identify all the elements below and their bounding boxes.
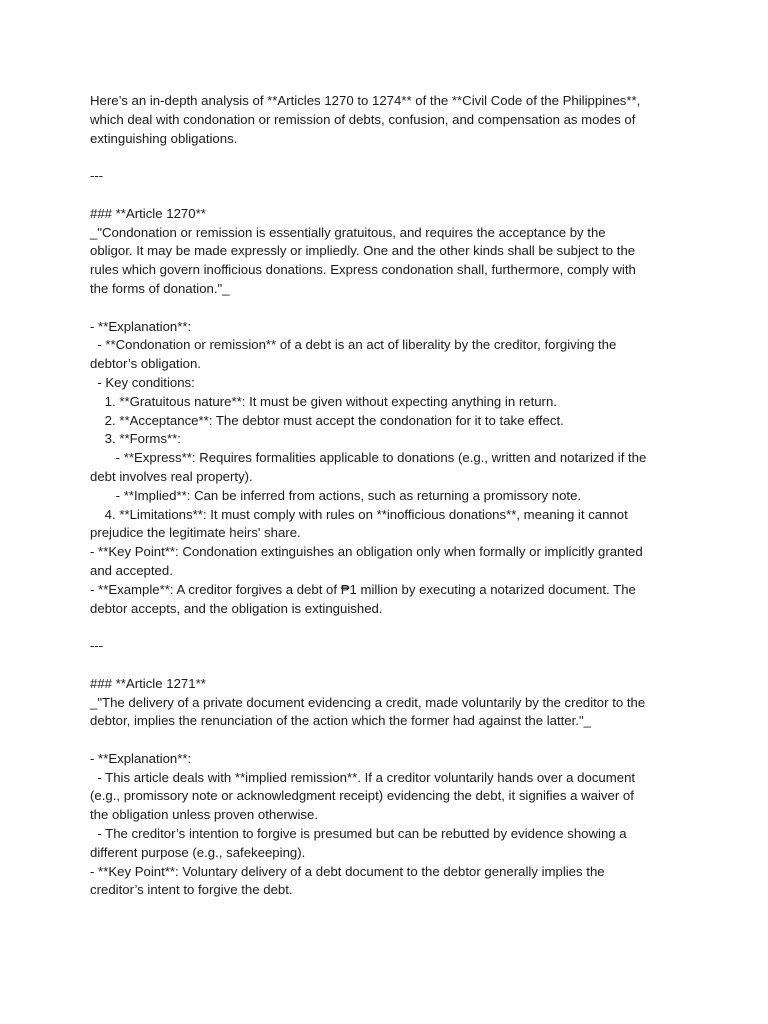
blank-line <box>90 299 678 318</box>
body-line: - **Key Point**: Voluntary delivery of a debt document to the debtor generally implies the <box>90 863 605 879</box>
separator: --- <box>90 638 104 654</box>
blank-line <box>90 618 678 637</box>
article-1271-section <box>90 675 678 901</box>
body-line: debtor’s obligation. <box>90 356 201 372</box>
quote-line: the forms of donation."_ <box>90 280 230 296</box>
body-line: 2. **Acceptance**: The debtor must accept the condonation for it to take effect. <box>90 412 564 428</box>
quote-line: debtor, implies the renunciation of the action which the former had against the latter."_ <box>90 713 591 729</box>
body-line: - Key conditions: <box>90 374 195 390</box>
body-line: (e.g., promissory note or acknowledgment receipt) evidencing the debt, it signifies a waiver of <box>90 788 634 804</box>
body-line: - **Implied**: Can be inferred from actions, such as returning a promissory note. <box>90 487 582 503</box>
text-line: which deal with condonation or remission of debts, confusion, and compensation as modes of <box>90 111 636 127</box>
intro-paragraph <box>90 92 678 148</box>
body-line: different purpose (e.g., safekeeping). <box>90 844 306 860</box>
blank-line <box>90 731 678 750</box>
body-line: - This article deals with **implied remission**. If a creditor voluntarily hands over a document <box>90 769 636 785</box>
blank-line <box>90 186 678 205</box>
text-line: Here’s an in-depth analysis of **Articles 1270 to 1274** of the **Civil Code of the Philippines**, <box>90 93 641 108</box>
quote-line: _"The delivery of a private document evidencing a credit, made voluntarily by the creditor to the <box>90 694 646 710</box>
body-line: prejudice the legitimate heirs' share. <box>90 525 301 541</box>
article-heading: ### **Article 1271** <box>90 675 206 691</box>
body-line: 1. **Gratuitous nature**: It must be given without expecting anything in return. <box>90 393 557 409</box>
body-line: - **Explanation**: <box>90 750 192 766</box>
body-line: debtor accepts, and the obligation is extinguished. <box>90 600 383 616</box>
separator: --- <box>90 168 104 184</box>
body-line: and accepted. <box>90 562 173 578</box>
article-1270-section <box>90 205 678 619</box>
body-line: - **Explanation**: <box>90 318 192 334</box>
body-line: - **Example**: A creditor forgives a debt of ₱1 million by executing a notarized document. The <box>90 581 636 597</box>
article-heading: ### **Article 1270** <box>90 205 206 221</box>
body-line: - **Express**: Requires formalities applicable to donations (e.g., written and notarized if the <box>90 450 647 466</box>
blank-line <box>90 656 678 675</box>
body-line: - **Condonation or remission** of a debt is an act of liberality by the creditor, forgiving the <box>90 337 617 353</box>
quote-line: rules which govern inofficious donations. Express condonation shall, furthermore, comply with <box>90 262 636 278</box>
text-line: extinguishing obligations. <box>90 130 238 146</box>
body-line: - The creditor’s intention to forgive is presumed but can be rebutted by evidence showing a <box>90 826 627 842</box>
quote-line: _"Condonation or remission is essentially gratuitous, and requires the acceptance by the <box>90 224 606 240</box>
quote-line: obligor. It may be made expressly or impliedly. One and the other kinds shall be subject to the <box>90 243 636 259</box>
document-page <box>90 92 678 900</box>
body-line: 4. **Limitations**: It must comply with rules on **inofficious donations**, meaning it cannot <box>90 506 628 522</box>
body-line: - **Key Point**: Condonation extinguishes an obligation only when formally or implicitly granted <box>90 544 643 560</box>
body-line: creditor’s intent to forgive the debt. <box>90 882 293 898</box>
body-line: debt involves real property). <box>90 468 253 484</box>
blank-line <box>90 148 678 167</box>
body-line: 3. **Forms**: <box>90 431 181 447</box>
body-line: the obligation unless proven otherwise. <box>90 807 318 823</box>
